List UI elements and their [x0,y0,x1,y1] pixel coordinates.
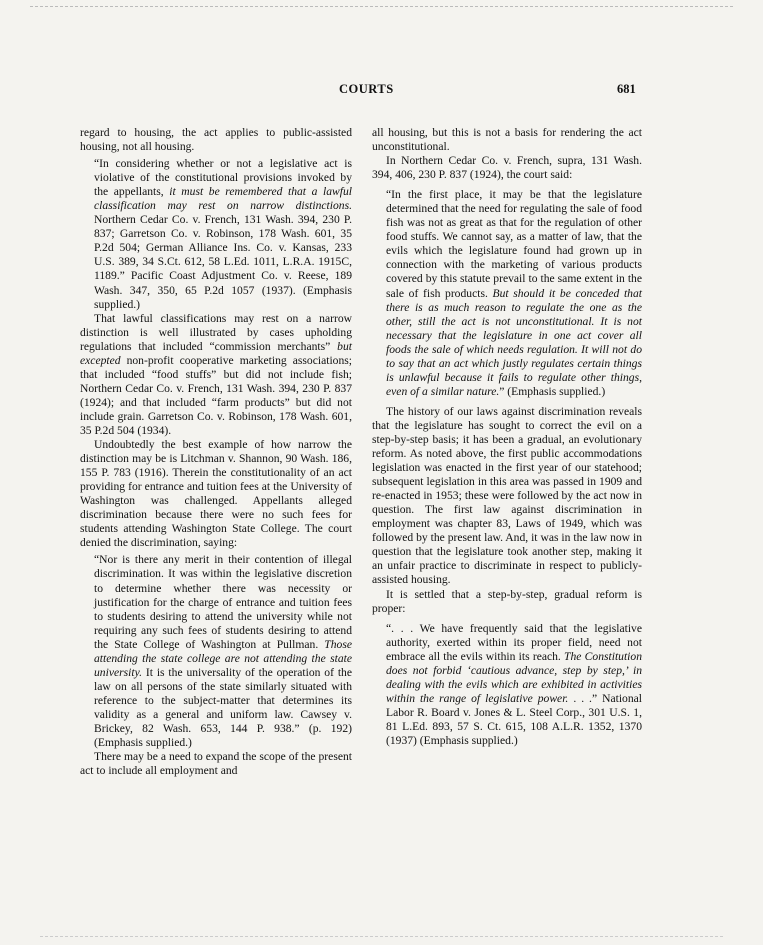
page-header [0,82,763,102]
right-column [372,126,642,754]
top-rule [30,6,733,7]
page-number: 681 [617,82,636,96]
running-head: COURTS [339,82,394,96]
paragraph: regard to housing, the act applies to public-assisted housing, not all housing. [80,126,352,154]
bottom-rule [40,936,723,937]
paragraph: In Northern Cedar Co. v. French, supra, 131 Wash. 394, 406, 230 P. 837 (1924), the court said: [372,154,642,182]
paragraph: There may be a need to expand the scope of the present act to include all employment and [80,750,352,778]
block-quote: “In considering whether or not a legislative act is violative of the constitutional provisions invoked by the appellants, it must be remembered that a lawful classification may rest on narrow distinctions. Northern Cedar Co. v. French, 131 Wash. 394, 230 P. 837; Garretson Co. v. Robinson, 178 Wash. 601, 35 P.2d 504; German Alliance Ins. Co. v. Kansas, 233 U.S. 389, 34 S.Ct. 612, 58 L.Ed. 1011, L.R.A. 1915C, 1189.” Pacific Coast Adjustment Co. v. Reese, 189 Wash. 347, 350, 65 P.2d 1057 (1937). (Emphasis supplied.) [94,157,352,311]
paragraph: That lawful classifications may rest on a narrow distinction is well illustrated by cases upholding regulations that included “commission merchants” but excepted non-profit cooperative marketing associations; that included “food stuffs” but did not include fish; Northern Cedar Co. v. French, 131 Wash. 394, 230 P. 837 (1924); and that included “farm products” but did not include grain. Garretson Co. v. Robinson, 178 Wash. 601, 35 P.2d 504 (1934). [80,311,352,437]
block-quote: “. . . We have frequently said that the legislative authority, exerted within its proper field, need not embrace all the evils within its reach. The Constitution does not forbid ‘cautious advance, step by step,’ in dealing with the evils which are exhibited in activities within the range of legislative power. . . .” National Labor R. Board v. Jones & L. Steel Corp., 301 U.S. 1, 81 L.Ed. 893, 57 S. Ct. 615, 108 A.L.R. 1352, 1370 (1937) (Emphasis supplied.) [386,621,642,747]
paragraph: Undoubtedly the best example of how narrow the distinction may be is Litchman v. Shannon, 90 Wash. 186, 155 P. 783 (1916). Therein the constitutionality of an act providing for entrance and tuition fees at the University of Washington was challenged. Appellants alleged discrimination because there were no such fees for students attending Washington State College. The court denied the discrimination, saying: [80,438,352,550]
left-column [80,126,352,778]
paragraph: It is settled that a step-by-step, gradual reform is proper: [372,587,642,615]
paragraph: all housing, but this is not a basis for rendering the act unconstitutional. [372,126,642,154]
block-quote: “In the first place, it may be that the legislature determined that the need for regulating the sale of food fish was not as great as that for the regulation of other food stuffs. We cannot say, as a matter of law, that the evils which the legislature found had grown up in connection with the marketing of various products covered by this statute prevail to the same extent in the sale of fish products. But should it be conceded that there is as much reason to regulate the one as the other, still the act is not unconstitutional. It is not necessary that the legislature in one act cover all foods the sale of which needs regulation. It will not do to say that an act which justly regulates certain things is unlawful because it fails to regulate other things, even of a similar nature.” (Emphasis supplied.) [386,188,642,398]
paragraph: The history of our laws against discrimination reveals that the legislature has sought to correct the evil on a step-by-step basis; it has been a gradual, an evolutionary reform. As noted above, the first public accommodations legislation was enacted in the first year of our statehood; subsequent legislation in this area was passed in 1909 and re-enacted in 1953; these were followed by the act now in question. The first law against discrimination in employment was chapter 83, Laws of 1949, which was followed by the present law. And, it was in the law now in question that the legislature took another step, making it an unfair practice to discriminate in respect to publicly-assisted housing. [372,404,642,587]
block-quote: “Nor is there any merit in their contention of illegal discrimination. It was within the legislative discretion to determine whether there was necessity or justification for the charge of entrance and tuition fees to students desiring to attend the university while not requiring any such fees of students desiring to attend the State College of Washington at Pullman. Those attending the state college are not attending the state university. It is the universality of the operation of the law on all persons of the state similarly situated with reference to the subject-matter that determines its validity as a general and uniform law. Cawsey v. Brickey, 82 Wash. 653, 144 P. 938.” (p. 192) (Emphasis supplied.) [94,553,352,750]
